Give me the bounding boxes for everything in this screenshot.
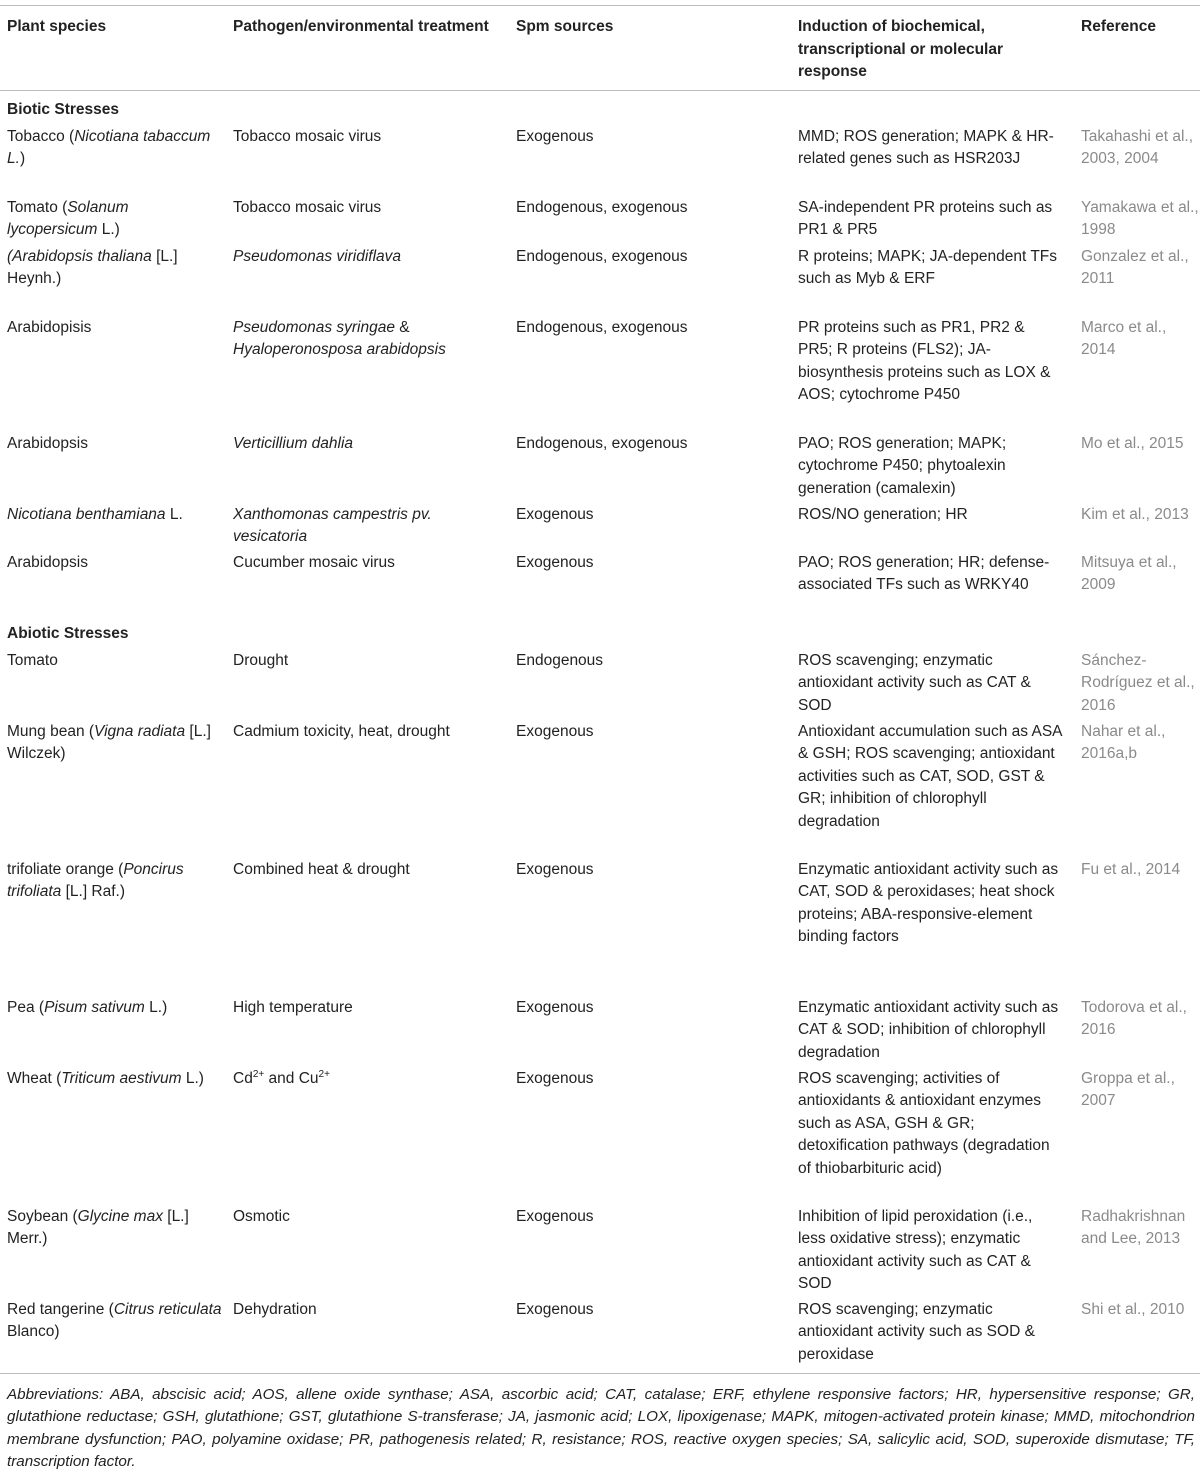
cell-species: (Arabidopsis thaliana [L.] Heynh.): [7, 248, 178, 288]
cell-reference[interactable]: Mitsuya et al., 2009: [1081, 554, 1177, 594]
cell-reference[interactable]: Radhakrishnan and Lee, 2013: [1081, 1208, 1186, 1248]
header-treatment: Pathogen/environmental treatment: [233, 18, 489, 35]
cell-response: R proteins; MAPK; JA-dependent TFs such as Myb & ERF: [798, 248, 1058, 288]
cell-response: ROS scavenging; enzymatic antioxidant activity such as CAT & SOD: [798, 652, 1031, 714]
header-plant-species: Plant species: [7, 18, 107, 35]
cell-species: Arabidopsis: [7, 435, 88, 452]
cell-reference[interactable]: Yamakawa et al., 1998: [1081, 199, 1199, 239]
cell-species: Red tangerine (Citrus reticulata Blanco): [7, 1301, 222, 1341]
cell-response: ROS/NO generation; HR: [798, 506, 968, 523]
table-top-rule: [0, 5, 1200, 6]
cell-reference[interactable]: Fu et al., 2014: [1081, 861, 1181, 878]
cell-species: Soybean (Glycine max [L.] Merr.): [7, 1208, 189, 1248]
cell-response: Inhibition of lipid peroxidation (i.e., less oxidative stress); enzymatic antioxidant activity such as CAT & SOD: [798, 1208, 1033, 1293]
cell-response: ROS scavenging; activities of antioxidants & antioxidant enzymes such as ASA, GSH & GR; detoxification pathways (degradation of thiobarbituric acid): [798, 1070, 1050, 1177]
cell-source: Endogenous: [516, 652, 604, 669]
table-bottom-rule: [0, 1373, 1200, 1374]
cell-species: Pea (Pisum sativum L.): [7, 999, 168, 1016]
cell-reference[interactable]: Shi et al., 2010: [1081, 1301, 1185, 1318]
section-biotic: Biotic Stresses: [7, 101, 119, 118]
cell-reference[interactable]: Todorova et al., 2016: [1081, 999, 1187, 1039]
cell-reference[interactable]: Groppa et al., 2007: [1081, 1070, 1175, 1110]
cell-reference[interactable]: Nahar et al., 2016a,b: [1081, 723, 1166, 763]
cell-source: Exogenous: [516, 1208, 594, 1225]
cell-response: Enzymatic antioxidant activity such as CAT & SOD; inhibition of chlorophyll degradation: [798, 999, 1059, 1061]
cell-source: Exogenous: [516, 554, 594, 571]
cell-reference[interactable]: Gonzalez et al., 2011: [1081, 248, 1189, 288]
cell-response: Enzymatic antioxidant activity such as CAT, SOD & peroxidases; heat shock proteins; ABA-responsive-element binding factors: [798, 861, 1059, 946]
cell-source: Exogenous: [516, 128, 594, 145]
cell-response: PAO; ROS generation; HR; defense-associated TFs such as WRKY40: [798, 554, 1050, 594]
section-abiotic: Abiotic Stresses: [7, 625, 129, 642]
cell-source: Endogenous, exogenous: [516, 435, 688, 452]
cell-treatment: High temperature: [233, 999, 353, 1016]
header-response: Induction of biochemical, transcriptional or molecular response: [798, 18, 1003, 80]
cell-treatment: Combined heat & drought: [233, 861, 410, 878]
cell-reference[interactable]: Takahashi et al., 2003, 2004: [1081, 128, 1194, 168]
cell-response: ROS scavenging; enzymatic antioxidant activity such as SOD & peroxidase: [798, 1301, 1035, 1363]
cell-source: Exogenous: [516, 999, 594, 1016]
cell-response: MMD; ROS generation; MAPK & HR-related genes such as HSR203J: [798, 128, 1054, 168]
cell-reference[interactable]: Marco et al., 2014: [1081, 319, 1167, 359]
cell-treatment: Verticillium dahlia: [233, 435, 354, 452]
cell-treatment: Tobacco mosaic virus: [233, 128, 382, 145]
cell-species: Tomato (Solanum lycopersicum L.): [7, 199, 129, 239]
cell-species: Mung bean (Vigna radiata [L.] Wilczek): [7, 723, 211, 763]
cell-treatment: Cucumber mosaic virus: [233, 554, 395, 571]
cell-treatment: Pseudomonas syringae & Hyaloperonosposa arabidopsis: [233, 319, 446, 359]
cell-species: Arabidopisis: [7, 319, 92, 336]
cell-treatment: Tobacco mosaic virus: [233, 199, 382, 216]
cell-source: Exogenous: [516, 861, 594, 878]
cell-source: Endogenous, exogenous: [516, 199, 688, 216]
cell-source: Endogenous, exogenous: [516, 319, 688, 336]
header-spm-sources: Spm sources: [516, 18, 614, 35]
cell-species: Arabidopsis: [7, 554, 88, 571]
cell-source: Exogenous: [516, 1070, 594, 1087]
cell-reference[interactable]: Sánchez-Rodríguez et al., 2016: [1081, 652, 1195, 714]
header-reference: Reference: [1081, 18, 1156, 35]
cell-reference[interactable]: Kim et al., 2013: [1081, 506, 1189, 523]
cell-source: Endogenous, exogenous: [516, 248, 688, 265]
cell-treatment: Osmotic: [233, 1208, 290, 1225]
cell-species: trifoliate orange (Poncirus trifoliata [L.] Raf.): [7, 861, 184, 901]
cell-treatment: Cadmium toxicity, heat, drought: [233, 723, 450, 740]
cell-response: PAO; ROS generation; MAPK; cytochrome P450; phytoalexin generation (camalexin): [798, 435, 1007, 497]
abbreviations-footnote: Abbreviations: ABA, abscisic acid; AOS, allene oxide synthase; ASA, ascorbic acid; CAT, catalase; ERF, ethylene responsive factors; HR, hypersensitive response; GR, glutathione reductase; GSH, glutathione; GST, glutathione S-transferase; JA, jasmonic acid; LOX, lipoxigenase; MAPK, mitogen-activated protein kinase; MMD, mitochondrion membrane dysfunction; PAO, polyamine oxidase; PR, pathogenesis related; R, resistance; ROS, reactive oxygen species; SA, salicylic acid, SOD, superoxide dismutase; TF, transcription factor.: [7, 1386, 1195, 1471]
cell-species: Tobacco (Nicotiana tabaccum L.): [7, 128, 211, 168]
header-rule: [0, 90, 1200, 91]
cell-species: Tomato: [7, 652, 58, 669]
cell-response: SA-independent PR proteins such as PR1 & PR5: [798, 199, 1053, 239]
cell-treatment: Pseudomonas viridiflava: [233, 248, 402, 265]
cell-source: Exogenous: [516, 1301, 594, 1318]
cell-source: Exogenous: [516, 723, 594, 740]
cell-treatment: Xanthomonas campestris pv. vesicatoria: [233, 506, 432, 546]
cell-response: PR proteins such as PR1, PR2 & PR5; R proteins (FLS2); JA-biosynthesis proteins such as LOX & AOS; cytochrome P450: [798, 319, 1051, 404]
cell-source: Exogenous: [516, 506, 594, 523]
cell-response: Antioxidant accumulation such as ASA & GSH; ROS scavenging; antioxidant activities such as CAT, SOD, GST & GR; inhibition of chlorophyll degradation: [798, 723, 1062, 830]
cell-reference[interactable]: Mo et al., 2015: [1081, 435, 1184, 452]
cell-treatment: Dehydration: [233, 1301, 317, 1318]
cell-treatment: Drought: [233, 652, 289, 669]
cell-species: Nicotiana benthamiana L.: [7, 506, 183, 523]
cell-species: Wheat (Triticum aestivum L.): [7, 1070, 204, 1087]
cell-treatment: $Cd^{2+}$ and $Cu^{2+}$: [233, 1068, 330, 1087]
